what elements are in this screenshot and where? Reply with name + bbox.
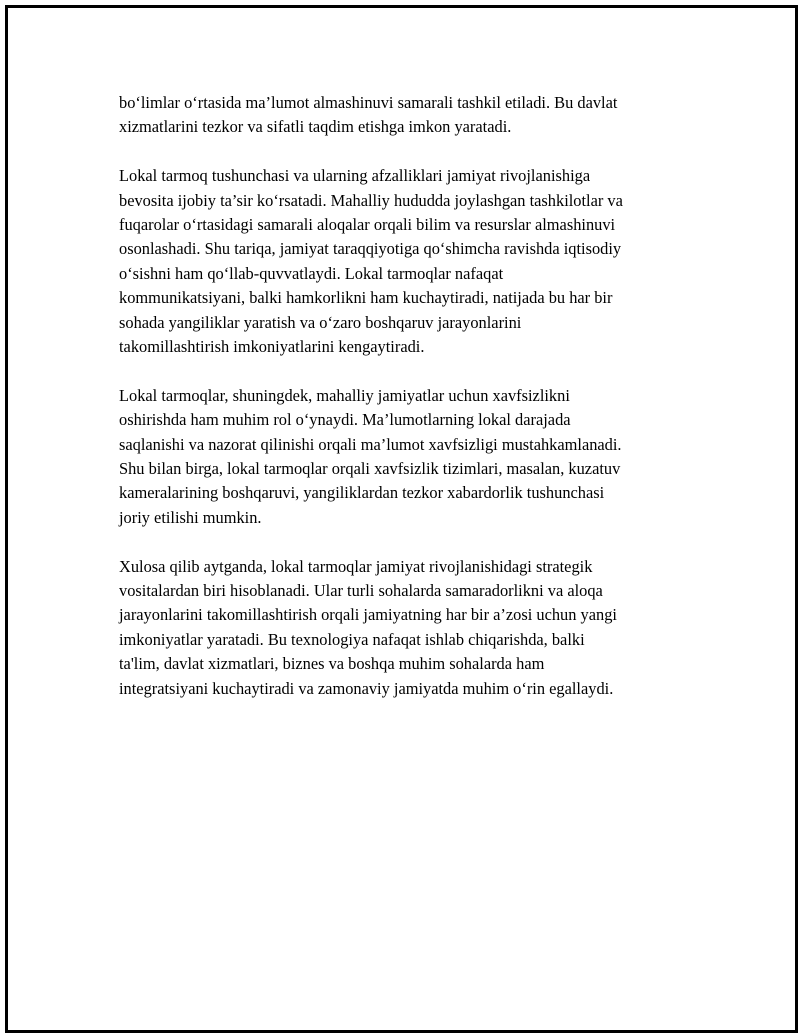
text-line: saqlanishi va nazorat qilinishi orqali ma’lumot xavfsizligi mustahkamlanadi.: [119, 434, 622, 454]
text-line: Xulosa qilib aytganda, lokal tarmoqlar jamiyat rivojlanishidagi strategik: [119, 556, 593, 576]
text-line: kommunikatsiyani, balki hamkorlikni ham kuchaytiradi, natijada bu har bir: [119, 288, 613, 308]
text-line: bevosita ijobiy ta’sir ko‘rsatadi. Mahalliy hududda joylashgan tashkilotlar va: [119, 190, 623, 210]
document-body: [119, 91, 709, 726]
text-line: oshirishda ham muhim rol o‘ynaydi. Ma’lumotlarning lokal darajada: [119, 410, 571, 430]
text-line: bo‘limlar o‘rtasida ma’lumot almashinuvi samarali tashkil etiladi. Bu davlat: [119, 93, 618, 112]
text-line: takomillashtirish imkoniyatlarini kengaytiradi.: [119, 337, 425, 357]
text-line: integratsiyani kuchaytiradi va zamonaviy jamiyatda muhim o‘rin egallaydi.: [119, 678, 614, 698]
text-line: vositalardan biri hisoblanadi. Ular turli sohalarda samaradorlikni va aloqa: [119, 581, 603, 601]
text-line: o‘sishni ham qo‘llab-quvvatlaydi. Lokal tarmoqlar nafaqat: [119, 263, 504, 283]
text-line: xizmatlarini tezkor va sifatli taqdim etishga imkon yaratadi.: [119, 117, 512, 137]
text-line: Lokal tarmoq tushunchasi va ularning afzalliklari jamiyat rivojlanishiga: [119, 166, 591, 186]
paragraph: [119, 384, 709, 530]
text-line: joriy etilishi mumkin.: [119, 507, 262, 527]
text-line: osonlashadi. Shu tariqa, jamiyat taraqqiyotiga qo‘shimcha ravishda iqtisodiy: [119, 239, 622, 259]
paragraph: [119, 91, 709, 140]
text-line: fuqarolar o‘rtasidagi samarali aloqalar orqali bilim va resurslar almashinuvi: [119, 215, 616, 235]
paragraph: [119, 164, 709, 359]
text-line: ta'lim, davlat xizmatlari, biznes va boshqa muhim sohalarda ham: [119, 654, 545, 674]
text-line: sohada yangiliklar yaratish va o‘zaro boshqaruv jarayonlarini: [119, 312, 522, 332]
text-line: Lokal tarmoqlar, shuningdek, mahalliy jamiyatlar uchun xavfsizlikni: [119, 385, 570, 405]
paragraph: [119, 555, 709, 701]
text-line: Shu bilan birga, lokal tarmoqlar orqali xavfsizlik tizimlari, masalan, kuzatuv: [119, 459, 621, 479]
text-line: kameralarining boshqaruvi, yangiliklardan tezkor xabardorlik tushunchasi: [119, 483, 605, 503]
text-line: imkoniyatlar yaratadi. Bu texnologiya nafaqat ishlab chiqarishda, balki: [119, 629, 585, 649]
text-line: jarayonlarini takomillashtirish orqali jamiyatning har bir a’zosi uchun yangi: [119, 605, 617, 625]
